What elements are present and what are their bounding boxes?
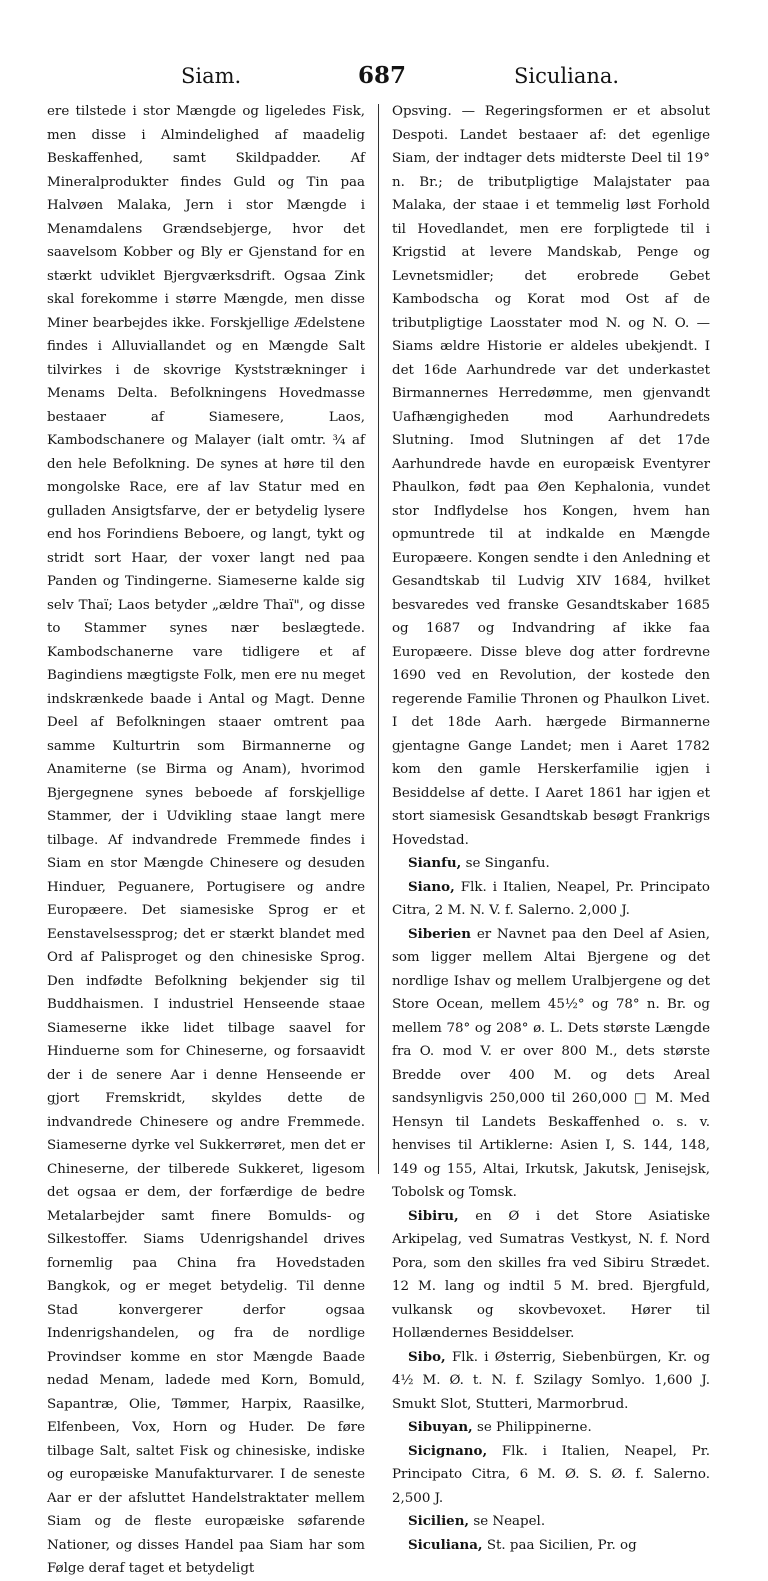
left-column: [47, 100, 365, 1576]
entry-body: se Neapel.: [473, 1514, 546, 1529]
entry-headword: Sianfu,: [408, 855, 462, 871]
siam-article-text: ere tilstede i stor Mængde og ligeledes Fisk, men disse i Almindelighed af maadelig Beskaffenhed, samt Skildpadder. Af Mineralprodukter findes Guld og Tin paa Halvøen Malaka, Jern i stor Mængde i Menamdalens Grændsebjerge, hvor det saavelsom Kobber og Bly er Gjenstand for en stærkt udviklet Bjergværksdrift. Ogsaa Zink skal forekomme i større Mængde, men disse Miner bearbejdes ikke. Forskjellige Ædelstene findes i Alluviallandet og en Mængde Salt tilvirkes i de skovrige Kyststrækninger i Menams Delta. Befolkningens Hovedmasse bestaaer af Siamesere, Laos, Kambodschanere og Malayer (ialt omtr. ¾ af den hele Befolkning. De synes at høre til den mongolske Race, ere af lav Statur med en gulladen Ansigtsfarve, der er betydelig lysere end hos Forindiens Beboere, og langt, tykt og stridt sort Haar, der voxer langt ned paa Panden og Tindingerne. Siameserne kalde sig selv Thaï; Laos betyder „ældre Thaï", og disse to Stammer synes nær beslægtede. Kambodschanerne vare tidligere et af Bagindiens mægtigste Folk, men ere nu meget indskrænkede baade i Antal og Magt. Denne Deel af Befolkningen staaer omtrent paa samme Kulturtrin som Birmannerne og Anamiterne (se Birma og Anam), hvorimod Bjergegnene synes beboede af forskjellige Stammer, der i Udvikling staae langt mere tilbage. Af indvandrede Fremmede findes i Siam en stor Mængde Chinesere og desuden Hinduer, Peguanere, Portugisere og andre Europæere. Det siamesiske Sprog er et Eenstavelsessprog; det er stærkt blandet med Ord af Palisproget og den chinesiske Sprog. Den indfødte Befolkning bekjender sig til Buddhaismen. I industriel Henseende staae Siameserne ikke lidet tilbage saavel for Hinduerne som for Chineserne, og forsaavidt der i de senere Aar i denne Henseende er gjort Fremskridt, skyldes dette de indvandrede Chinesere og andre Fremmede. Siameserne dyrke vel Sukkerrøret, men det er Chineserne, der tilberede Sukkeret, ligesom det ogsaa er dem, der forfærdige de bedre Metalarbejder samt finere Bomulds- og Silkestoffer. Siams Udenrigshandel drives fornemlig paa China fra Hovedstaden Bangkok, og er meget betydelig. Til denne Stad konvergerer derfor ogsaa Indenrigshandelen, og fra de nordlige Provindser komme en stor Mængde Baade nedad Menam, ladede med Korn, Bomuld, Sapantræ, Olie, Tømmer, Harpix, Raasilke, Elfenbeen, Vox, Horn og Huder. De føre tilbage Salt, saltet Fisk og chinesiske, indiske og europæiske Manufakturvarer. I de seneste Aar er der afsluttet Handelstraktater mellem Siam og de fleste europæiske søfarende Nationer, og disses Handel paa Siam har som Følge deraf taget et betydeligt: [47, 104, 365, 1576]
entry-headword: Sicignano,: [408, 1442, 488, 1459]
entry-siano: [392, 876, 710, 923]
page-header: [0, 58, 768, 94]
entry-body: en Ø i det Store Asiatiske Arkipelag, ved Sumatras Vestkyst, N. f. Nord Pora, som den skilles fra ved Sibiru Strædet. 12 M. lang og indtil 5 M. bred. Bjergfuld, vulkansk og skovbevoxet. Hører til Hollændernes Besiddelser.: [392, 1208, 710, 1341]
entry-sicilien: [392, 1510, 710, 1534]
entry-body: er Navnet paa den Deel af Asien, som ligger mellem Altai Bjergene og det nordlige Ishav og mellem Uralbjergene og det Store Ocean, mellem 45½° og 78° n. Br. og mellem 78° og 208° ø. L. Dets største Længde fra O. mod V. er over 800 M., dets største Bredde over 400 M. og dets Areal sandsynligvis 250,000 til 260,000 □ M. Med Hensyn til Landets Beskaffenhed o. s. v. henvises til Artiklerne: Asien I, S. 144, 148, 149 og 155, Altai, Irkutsk, Jakutsk, Jenisejsk, Tobolsk og Tomsk.: [392, 926, 710, 1200]
entry-body: St. paa Sicilien, Pr. og: [486, 1537, 637, 1553]
entry-headword: Siculiana,: [408, 1536, 483, 1553]
entry-headword: Sicilien,: [408, 1513, 470, 1529]
entry-sicignano: [392, 1440, 710, 1511]
entry-body: se Singanfu.: [465, 856, 550, 871]
entry-headword: Sibiru,: [408, 1207, 459, 1224]
entry-siberien: [392, 923, 710, 1205]
siam-article-continuation: Opsving. — Regeringsformen er et absolut Despoti. Landet bestaaer af: det egenlige Siam, der indtager dets midterste Deel til 19° n. Br.; de tributpligtige Malajstater paa Malaka, der staae i et temmelig løst Forhold til Hovedlandet, men ere forpligtede til i Krigstid at levere Mandskab, Penge og Levnetsmidler; det erobrede Gebet Kambodscha og Korat mod Ost af de tributpligtige Laosstater mod N. og N. O. — Siams ældre Historie er aldeles ubekjendt. I det 16de Aarhundrede var det underkastet Birmannernes Herredømme, men gjenvandt Uafhængigheden mod Aarhundredets Slutning. Imod Slutningen af det 17de Aarhundrede havde en europæisk Eventyrer Phaulkon, født paa Øen Kephalonia, vundet stor Indflydelse hos Kongen, hvem han opmuntrede til at indkalde en Mængde Europæere. Kongen sendte i den Anledning et Gesandtskab til Ludvig XIV 1684, hvilket besvaredes ved franske Gesandtskaber 1685 og 1687 og Indvandring af ikke faa Europæere. Disse bleve dog atter fordrevne 1690 ved en Revolution, der kostede den regerende Familie Thronen og Phaulkon Livet. I det 18de Aarh. hærgede Birmannerne gjentagne Gange Landet; men i Aaret 1782 kom den gamle Herskerfamilie igjen i Besiddelse af dette. I Aaret 1861 har igjen et stort siamesisk Gesandtskab besøgt Frankrigs Hovedstad.: [392, 104, 710, 848]
column-divider: [378, 104, 379, 1174]
entry-siculiana: [392, 1534, 710, 1558]
entry-headword: Sibuyan,: [408, 1419, 473, 1435]
entry-headword: Siberien: [408, 925, 472, 942]
entry-sianfu: [392, 852, 710, 876]
entry-body: Flk. i Østerrig, Siebenbürgen, Kr. og 4½ M. Ø. t. N. f. Szilagy Somlyo. 1,600 J. Smukt Slot, Stutteri, Marmorbrud.: [392, 1349, 710, 1412]
entry-headword: Sibo,: [408, 1348, 446, 1365]
entry-sibiru: [392, 1205, 710, 1346]
header-right-word: Siculiana.: [514, 64, 620, 88]
header-left-word: Siam.: [181, 64, 242, 88]
entry-headword: Siano,: [408, 878, 455, 895]
right-column: [392, 100, 710, 1553]
entry-body: Flk. i Italien, Neapel, Pr. Principato Citra, 6 M. Ø. S. Ø. f. Salerno. 2,500 J.: [392, 1443, 710, 1506]
entry-body: Flk. i Italien, Neapel, Pr. Principato Citra, 2 M. N. V. f. Salerno. 2,000 J.: [392, 879, 710, 918]
entry-body: se Philippinerne.: [476, 1420, 592, 1435]
entry-sibo: [392, 1346, 710, 1417]
page-number: 687: [358, 62, 407, 89]
entry-sibuyan: [392, 1416, 710, 1440]
